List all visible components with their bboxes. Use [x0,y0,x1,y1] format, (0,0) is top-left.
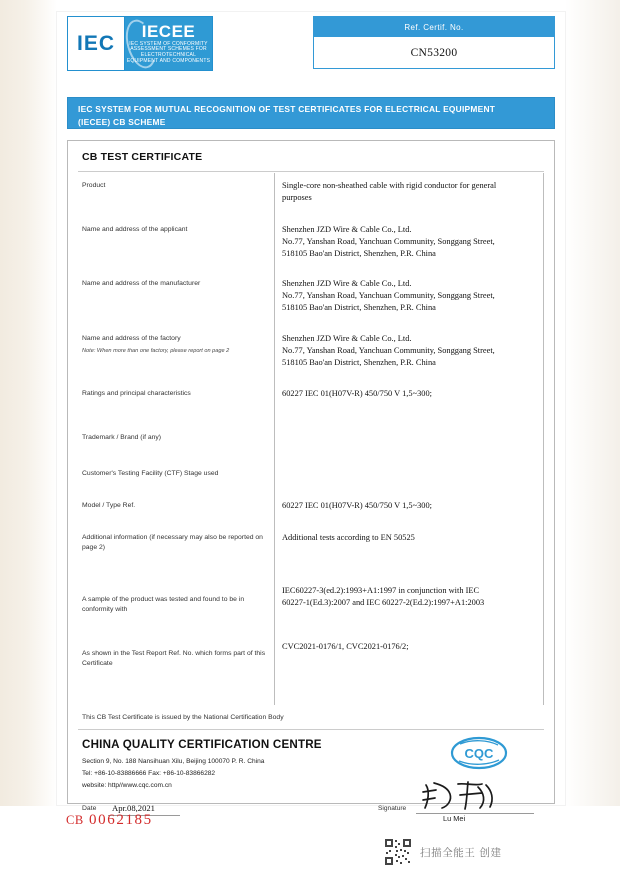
cqc-logo [450,736,508,770]
field-value-line: 518105 Bao'an District, Shenzhen, P.R. China [282,248,436,258]
date-label: Date [82,805,97,812]
field-label: Trademark / Brand (if any) [82,434,162,441]
field-value [274,271,554,326]
field-label-note: Note: When more than one factory, please report on page 2 [82,348,230,355]
field-label: A sample of the product was tested and found to be in conformity with [82,596,245,614]
field-value [274,461,554,493]
qr-code [384,838,412,866]
ref-certif-value: CN53200 [410,46,458,59]
field-value-line: CVC2021-0176/1, CVC2021-0176/2; [282,642,409,651]
field-value-line: Shenzhen JZD Wire & Cable Co., Ltd. [282,225,412,234]
field-value-line: No.77, Yanshan Road, Yanchuan Community, Songgang Street, [282,236,495,246]
field-value [274,525,554,569]
field-value [274,326,554,381]
iecee-logo-subtext: IEC SYSTEM OF CONFORMITY ASSESSMENT SCHEMES FOR ELECTROTECHNICAL EQUIPMENT AND COMPONENTS [126,40,211,64]
field-label [68,326,274,381]
ncb-address [82,756,264,793]
header-row [57,12,565,77]
field-value [274,425,554,461]
field-value-line: Additional tests according to EN 50525 [282,533,415,542]
field-value [274,633,554,705]
scheme-banner [67,97,555,129]
ref-certif-label: Ref. Certif. No. [314,17,554,37]
iecee-logo [67,16,213,71]
field-value [274,173,554,217]
ncb-address-line: website: http//www.cqc.com.cn [82,782,172,790]
field-label: Name and address of the applicant [82,226,188,233]
date-value: Apr.08,2021 [112,803,155,813]
field-label: Product [82,182,106,189]
field-row [68,326,554,381]
iecee-logo-mark [125,17,212,70]
issued-by-text: This CB Test Certificate is issued by the National Certification Body [82,714,284,721]
field-label: Name and address of the manufacturer [82,280,201,287]
field-row [68,525,554,569]
field-label-text: Name and address of the factory [82,335,181,342]
field-value-line: Shenzhen JZD Wire & Cable Co., Ltd. [282,279,412,288]
signature-label: Signature [378,805,407,812]
field-label: Customer's Testing Facility (CTF) Stage used [82,470,219,477]
field-value-line: 518105 Bao'an District, Shenzhen, P.R. China [282,357,436,367]
field-row [68,271,554,326]
svg-text:CQC: CQC [464,746,494,761]
scan-edge-right [565,0,620,878]
divider [78,729,544,730]
handwritten-signature [420,779,500,813]
field-row [68,173,554,217]
divider [78,171,544,172]
field-value-line: 60227-1(Ed.3):2007 and IEC 60227-2(Ed.2):1997+A1:2003 [282,597,485,607]
field-row [68,381,554,425]
field-value-line: 60227 IEC 01(H07V-R) 450/750 V 1,5~300; [282,389,433,398]
field-row [68,569,554,633]
scan-edge-left [0,0,57,878]
field-value-line: Shenzhen JZD Wire & Cable Co., Ltd. [282,334,412,343]
field-row [68,633,554,705]
cb-serial-digits: 0062185 [89,812,153,828]
field-value [274,569,554,633]
field-row [68,461,554,493]
field-value-line: No.77, Yanshan Road, Yanchuan Community, Songgang Street, [282,345,495,355]
field-value-line: purposes [282,192,312,202]
iec-logo-mark [68,17,125,70]
scheme-banner-line1: IEC SYSTEM FOR MUTUAL RECOGNITION OF TEST CERTIFICATES FOR ELECTRICAL EQUIPMENT [78,104,496,114]
field-value [274,217,554,271]
iecee-logo-text: IECEE [141,21,196,41]
field-list [68,173,554,705]
ncb-address-line: Section 9, No. 188 Nansihuan Xilu, Beijing 100070 P. R. China [82,758,265,765]
field-label: As shown in the Test Report Ref. No. which forms part of this Certificate [82,650,266,668]
field-value-line: No.77, Yanshan Road, Yanchuan Community, Songgang Street, [282,290,495,300]
scan-watermark-text: 扫描全能王 创建 [420,847,502,859]
field-value-line: 518105 Bao'an District, Shenzhen, P.R. China [282,302,436,312]
field-row [68,493,554,525]
field-label: Ratings and principal characteristics [82,390,191,397]
signatory-name: Lu Mei [443,814,466,823]
cb-serial-number [66,812,153,829]
scheme-banner-line2: (IECEE) CB SCHEME [78,116,166,127]
field-value [274,493,554,525]
page-title: CB TEST CERTIFICATE [82,151,203,163]
field-row [68,425,554,461]
field-value-line: IEC60227-3(ed.2):1993+A1:1997 in conjunction with IEC [282,586,480,595]
field-label: Additional information (if necessary may also be reported on page 2) [82,534,263,552]
iec-logo-text: IEC [76,31,115,55]
ref-certif-box [313,16,555,69]
field-value [274,381,554,425]
ncb-address-line: Tel: +86-10-83886666 Fax: +86-10-83866282 [82,770,216,778]
field-row [68,217,554,271]
signature-rule [416,813,534,814]
field-value-line: 60227 IEC 01(H07V-R) 450/750 V 1,5~300; [282,501,433,510]
cb-serial-prefix: CB [66,813,84,827]
ncb-name: CHINA QUALITY CERTIFICATION CENTRE [82,738,322,751]
field-label: Model / Type Ref. [82,502,136,509]
field-value-line: Single-core non-sheathed cable with rigid conductor for general [282,181,497,190]
